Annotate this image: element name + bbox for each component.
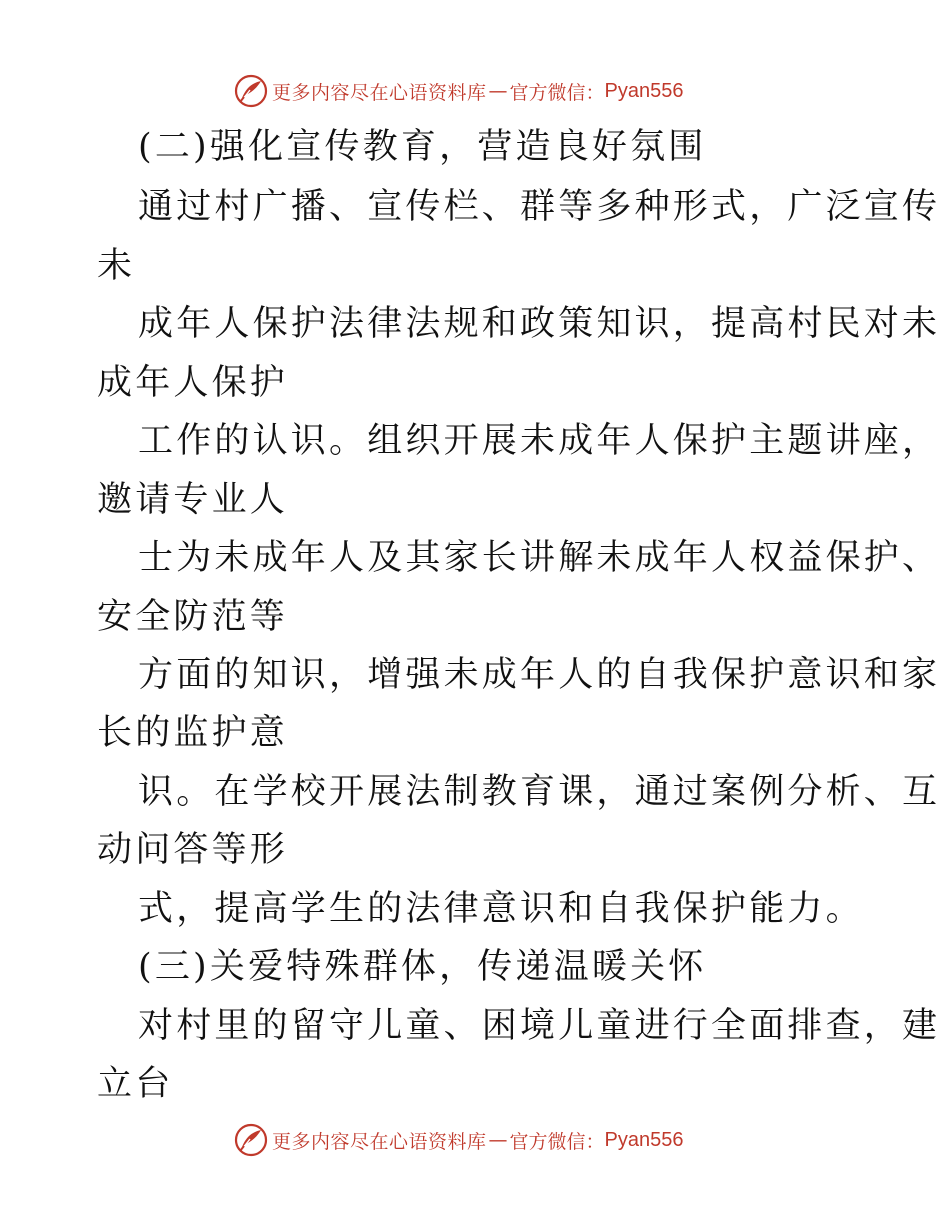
banner-wechat-id: Pyan556 (604, 1128, 684, 1151)
quill-pen-logo-icon (234, 74, 268, 108)
banner-dash: — (488, 1129, 508, 1151)
paragraph-line: 邀请专业人 (97, 480, 289, 520)
section-heading: (二)强化宣传教育，营造良好氛围 (138, 127, 707, 167)
paragraph-line: 成年人保护法律法规和政策知识，提高村民对未 (138, 304, 941, 344)
banner-wechat-label: 官方微信： (509, 81, 605, 104)
paragraph-line: 式，提高学生的法律意识和自我保护能力。 (138, 889, 864, 929)
paragraph-line: 长的监护意 (97, 713, 289, 753)
paragraph-line: 通过村广播、宣传栏、群等多种形式，广泛宣传 (138, 187, 941, 227)
quill-pen-logo-icon (234, 1123, 268, 1157)
paragraph-line: 未 (97, 246, 136, 286)
paragraph-line: 识。在学校开展法制教育课，通过案例分析、互 (138, 772, 941, 812)
paragraph-line: 方面的知识，增强未成年人的自我保护意识和家 (138, 655, 941, 695)
banner-dash: — (488, 80, 508, 102)
paragraph-line: 安全防范等 (97, 597, 289, 637)
paragraph-line: 成年人保护 (97, 363, 289, 403)
paragraph-line: 士为未成年人及其家长讲解未成年人权益保护、 (138, 538, 941, 578)
banner-wechat-id: Pyan556 (604, 79, 684, 102)
paragraph-line: 动问答等形 (97, 830, 289, 870)
banner-slogan: 更多内容尽在心语资料库 (272, 81, 487, 104)
footer-banner (234, 1121, 684, 1159)
header-banner (234, 72, 684, 110)
paragraph-line: 对村里的留守儿童、困境儿童进行全面排查，建 (138, 1006, 941, 1046)
banner-slogan: 更多内容尽在心语资料库 (272, 1130, 487, 1153)
paragraph-line: 工作的认识。组织开展未成年人保护主题讲座， (138, 421, 941, 461)
section-heading: (三)关爱特殊群体，传递温暖关怀 (138, 947, 707, 987)
paragraph-line: 立台 (97, 1064, 174, 1104)
banner-wechat-label: 官方微信： (509, 1130, 605, 1153)
